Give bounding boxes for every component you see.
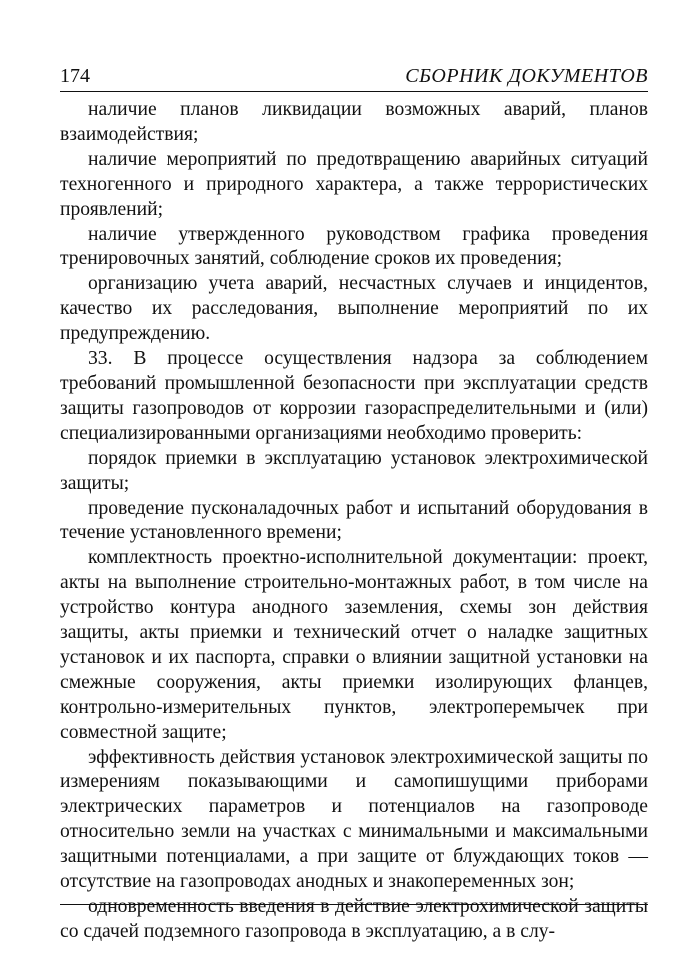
paragraph-training-schedule: наличие утвержденного руководством графика проведения тренировочных занятий, соблюдение сроков их проведения; <box>60 223 648 270</box>
document-page <box>60 64 648 945</box>
paragraph-emergency-plans: наличие планов ликвидации возможных аварий, планов взаимодействия; <box>60 99 648 145</box>
running-head <box>60 64 648 92</box>
paragraph-protection-efficiency: эффективность действия установок электрохимической защиты по измерениям показывающими и самопишущими приборами электрических параметров и потенциалов на газопроводе относительно земли на участках с минимальными и максимальными защитными потенциалами, а при защите от блуждающих токов — отсутствие на газопроводах анодных и знакопеременных зон; <box>60 746 648 893</box>
body-text <box>60 98 648 945</box>
paragraph-commissioning: проведение пусконаладочных работ и испытаний оборудования в течение установленного времени; <box>60 497 648 544</box>
paragraph-acceptance-procedure: порядок приемки в эксплуатацию установок электрохимической защиты; <box>60 447 648 494</box>
paragraph-clause-33: 33. В процессе осуществления надзора за соблюдением требований промышленной безопасности при эксплуатации средств защиты газопроводов от коррозии газораспределительными и (или) специализированными организациями необходимо проверить: <box>60 348 648 444</box>
section-title: СБОРНИК ДОКУМЕНТОВ <box>405 65 648 87</box>
paragraph-prevention-measures: наличие мероприятий по предотвращению аварийных ситуаций техногенного и природного характера, а также террористических проявлений; <box>60 148 648 220</box>
paragraph-documentation: комплектность проектно-исполнительной документации: проект, акты на выполнение строительно-монтажных работ, в том числе на устройство контура анодного заземления, схемы зон действия защиты, акты приемки и технический отчет о наладке защитных установок и их паспорта, справки о влиянии защитной установки на смежные сооружения, акты приемки изолирующих фланцев, контрольно-измерительных пунктов, электроперемычек при совместной защите; <box>60 547 648 743</box>
page-number: 174 <box>60 65 90 87</box>
bottom-rule <box>60 904 648 905</box>
paragraph-simultaneous-commissioning: одновременность введения в действие электрохимической защиты со сдачей подземного газопровода в эксплуатацию, а в слу- <box>60 896 648 942</box>
paragraph-accident-records: организацию учета аварий, несчастных случаев и инцидентов, качество их расследования, выполнение мероприятий по их предупреждению. <box>60 273 648 345</box>
